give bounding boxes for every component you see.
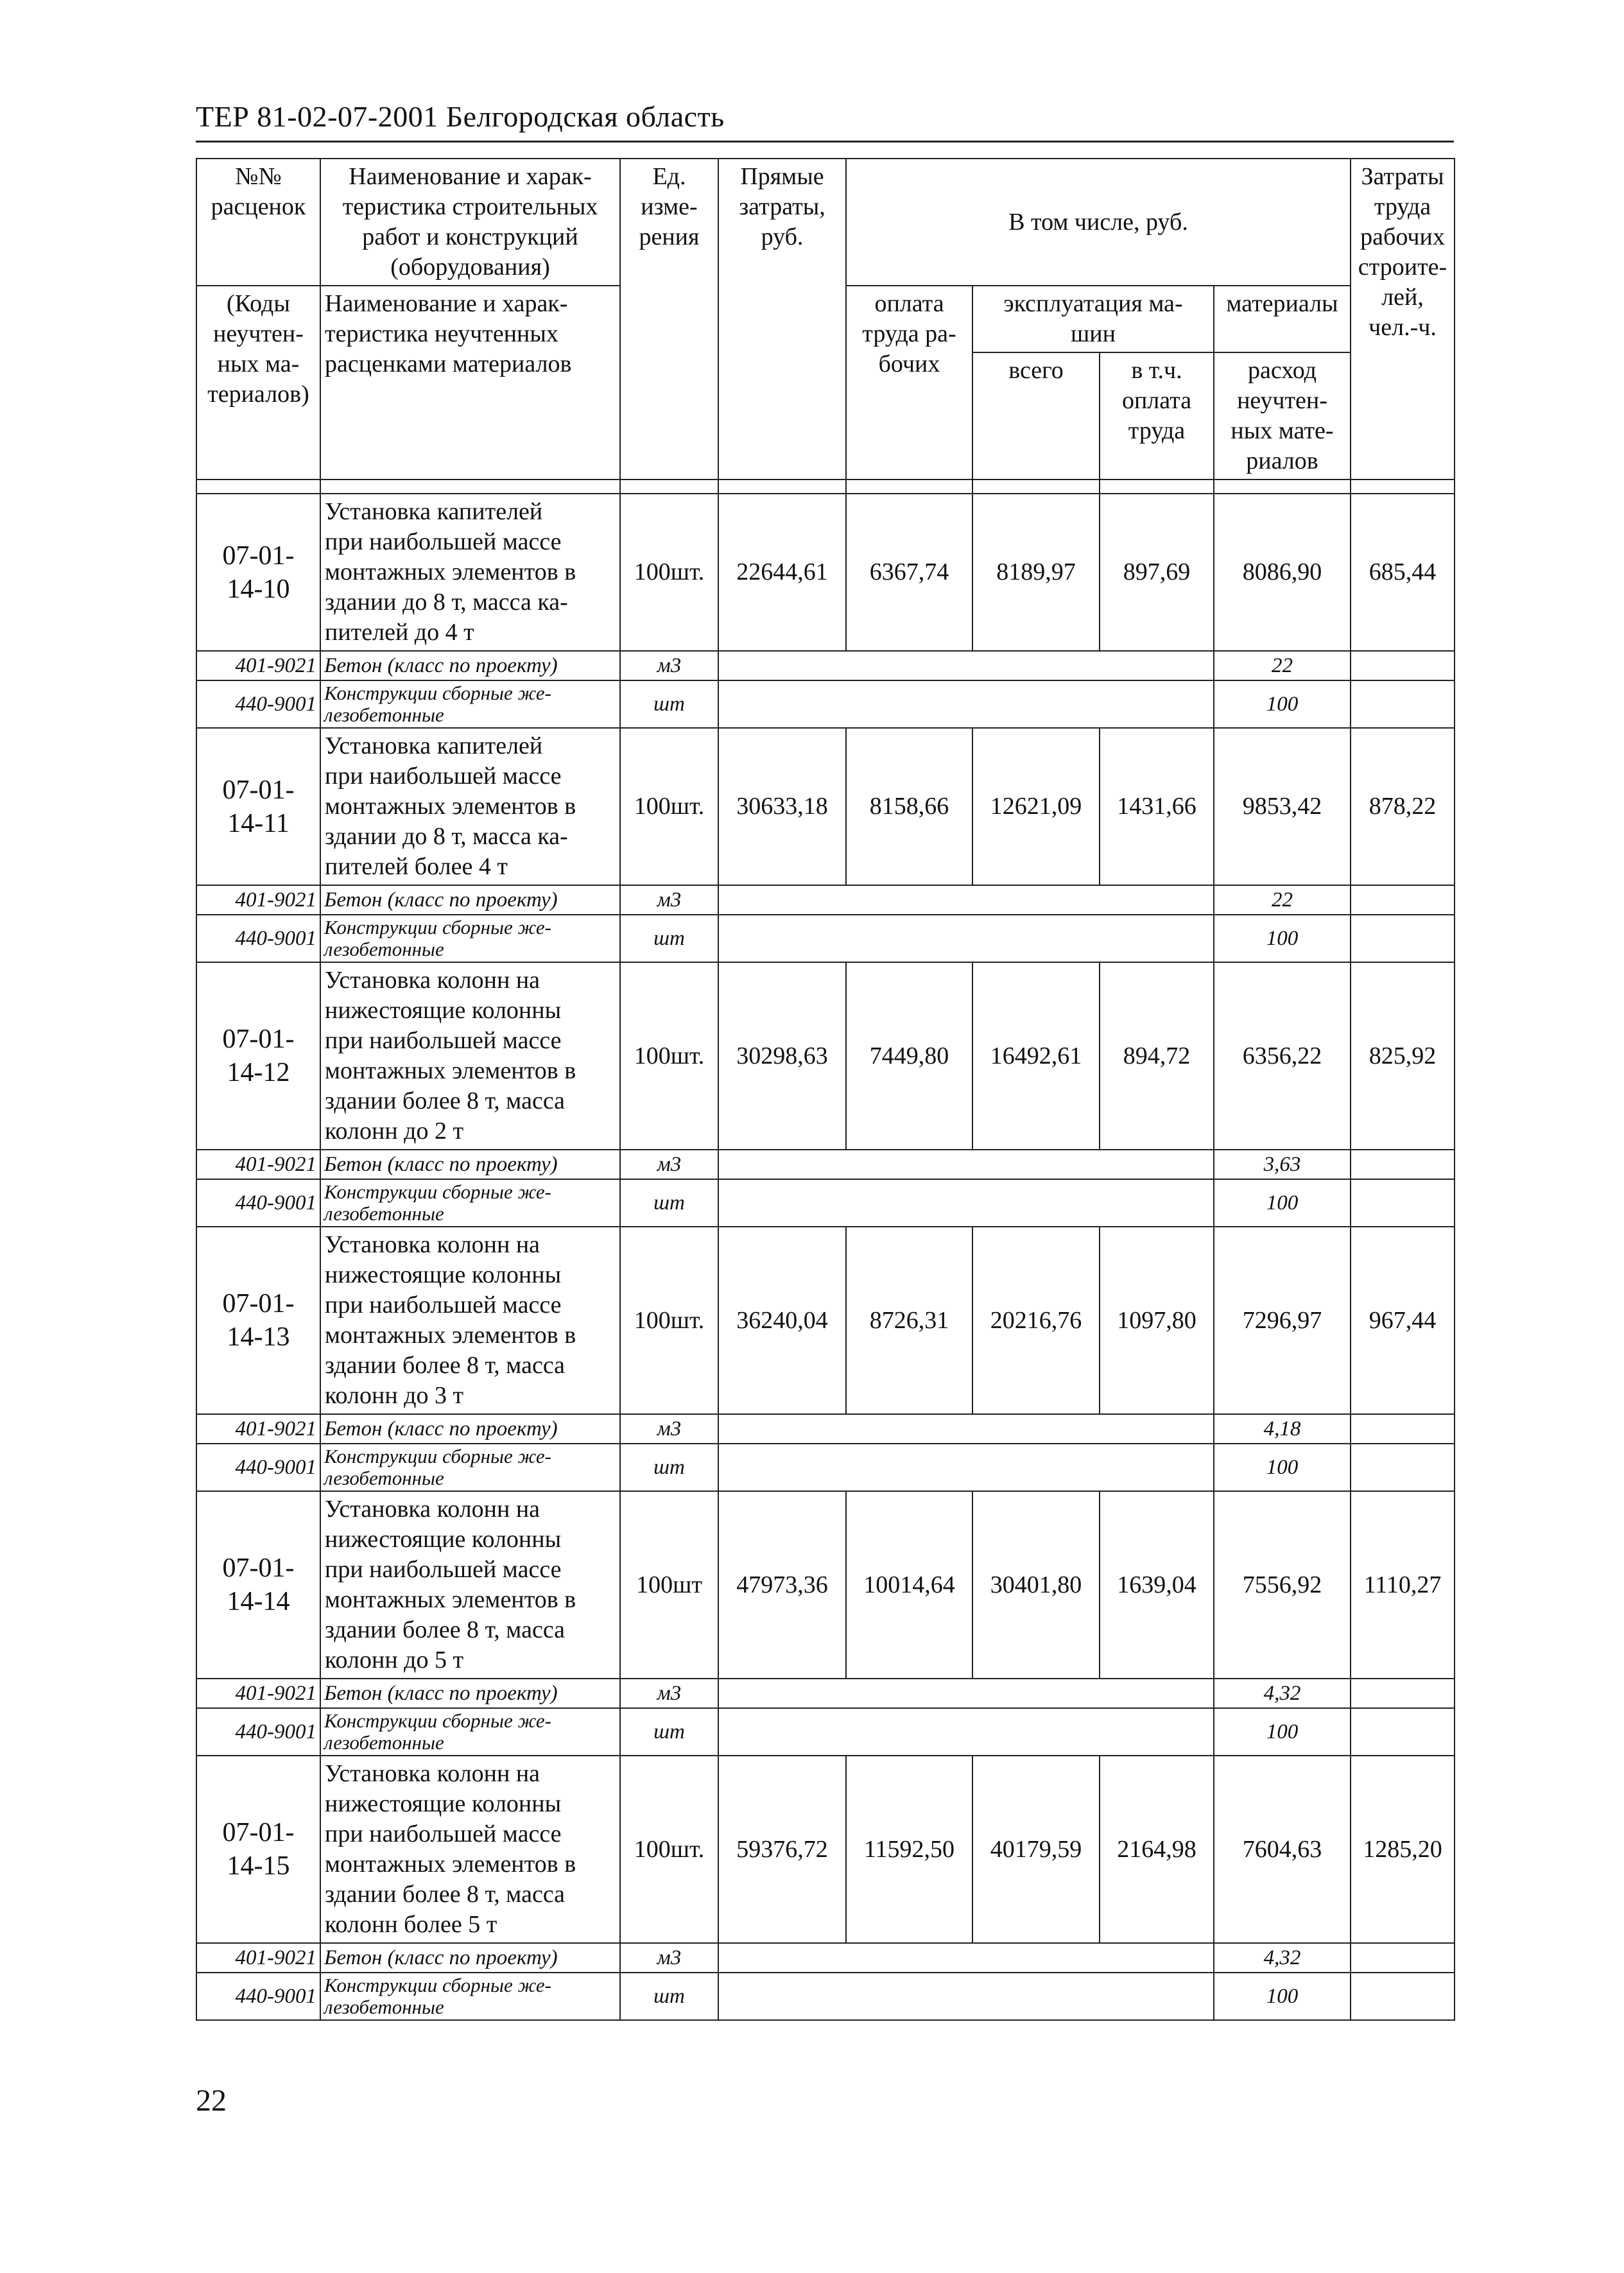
rate-row <box>196 1756 1455 1943</box>
region-name: Белгородская область <box>445 100 725 133</box>
material-blank-cell <box>1351 1179 1455 1227</box>
material-unit: шт <box>620 1179 718 1227</box>
material-name: Бетон (класс по проекту) <box>320 1679 620 1708</box>
rate-worker-hours: 825,92 <box>1351 962 1455 1150</box>
head-spacer-cell <box>1351 480 1455 494</box>
material-row <box>196 1973 1455 2020</box>
material-name: Бетон (класс по проекту) <box>320 1150 620 1179</box>
material-quantity: 22 <box>1214 651 1351 680</box>
head-spacer-cell <box>320 480 620 494</box>
rate-materials: 9853,42 <box>1214 728 1351 885</box>
material-blank-cell <box>718 651 1214 680</box>
rate-labor-pay: 10014,64 <box>846 1491 972 1679</box>
page-number: 22 <box>196 2084 227 2118</box>
material-name: Конструкции сборные же- лезобетонные <box>320 1179 620 1227</box>
material-blank-cell <box>1351 1943 1455 1973</box>
head-machines-labor: в т.ч. оплата труда <box>1100 352 1214 480</box>
material-name: Конструкции сборные же- лезобетонные <box>320 915 620 962</box>
rate-direct-costs: 59376,72 <box>718 1756 846 1943</box>
material-row <box>196 1179 1455 1227</box>
rate-unit: 100шт. <box>620 962 718 1150</box>
material-blank-cell <box>718 1444 1214 1491</box>
rate-materials: 7296,97 <box>1214 1227 1351 1414</box>
material-row <box>196 1150 1455 1179</box>
rate-machines-labor: 1097,80 <box>1100 1227 1214 1414</box>
rate-machines-labor: 1431,66 <box>1100 728 1214 885</box>
material-code: 401-9021 <box>196 885 320 915</box>
rate-labor-pay: 8726,31 <box>846 1227 972 1414</box>
material-blank-cell <box>718 1179 1214 1227</box>
material-quantity: 4,32 <box>1214 1943 1351 1973</box>
head-materials: материалы <box>1214 286 1351 352</box>
material-quantity: 100 <box>1214 1708 1351 1756</box>
material-blank-cell <box>1351 885 1455 915</box>
rate-code: 07-01- 14-15 <box>196 1756 320 1943</box>
rate-name: Установка колонн на нижестоящие колонны при наибольшей массе монтажных элементов в здании более 8 т, масса колонн более 5 т <box>320 1756 620 1943</box>
rate-labor-pay: 8158,66 <box>846 728 972 885</box>
material-code: 401-9021 <box>196 651 320 680</box>
material-row <box>196 651 1455 680</box>
material-quantity: 22 <box>1214 885 1351 915</box>
rate-unit: 100шт. <box>620 728 718 885</box>
head-spacer-cell <box>972 480 1100 494</box>
rate-row <box>196 728 1455 885</box>
rate-unit: 100шт. <box>620 1756 718 1943</box>
rate-worker-hours: 967,44 <box>1351 1227 1455 1414</box>
head-worker-hours: Затраты труда рабочих строите- лей, чел.-ч. <box>1351 159 1455 480</box>
rate-code: 07-01- 14-12 <box>196 962 320 1150</box>
material-blank-cell <box>1351 1679 1455 1708</box>
material-quantity: 4,32 <box>1214 1679 1351 1708</box>
material-blank-cell <box>1351 1708 1455 1756</box>
material-code: 401-9021 <box>196 1679 320 1708</box>
header-rule <box>196 141 1454 143</box>
material-unit: м3 <box>620 1414 718 1444</box>
rate-materials: 6356,22 <box>1214 962 1351 1150</box>
material-name: Бетон (класс по проекту) <box>320 1414 620 1444</box>
material-unit: шт <box>620 915 718 962</box>
rate-machines-labor: 1639,04 <box>1100 1491 1214 1679</box>
material-row <box>196 1679 1455 1708</box>
rate-worker-hours: 685,44 <box>1351 494 1455 651</box>
rate-worker-hours: 1110,27 <box>1351 1491 1455 1679</box>
rate-name: Установка капителей при наибольшей массе монтажных элементов в здании до 8 т, масса ка- пителей до 4 т <box>320 494 620 651</box>
rate-machines-labor: 894,72 <box>1100 962 1214 1150</box>
material-blank-cell <box>718 1943 1214 1973</box>
material-name: Конструкции сборные же- лезобетонные <box>320 680 620 728</box>
head-machines: эксплуатация ма- шин <box>972 286 1214 352</box>
material-unit: шт <box>620 1708 718 1756</box>
rate-machines-total: 20216,76 <box>972 1227 1100 1414</box>
rate-unit: 100шт <box>620 1491 718 1679</box>
rate-unit: 100шт. <box>620 1227 718 1414</box>
material-row <box>196 915 1455 962</box>
head-spacer-cell <box>718 480 846 494</box>
material-row <box>196 1943 1455 1973</box>
rate-materials: 8086,90 <box>1214 494 1351 651</box>
material-row <box>196 1414 1455 1444</box>
rate-machines-labor: 2164,98 <box>1100 1756 1214 1943</box>
rate-direct-costs: 22644,61 <box>718 494 846 651</box>
rate-machines-total: 16492,61 <box>972 962 1100 1150</box>
rate-name: Установка колонн на нижестоящие колонны при наибольшей массе монтажных элементов в здании более 8 т, масса колонн до 3 т <box>320 1227 620 1414</box>
material-name: Бетон (класс по проекту) <box>320 1943 620 1973</box>
material-quantity: 100 <box>1214 1444 1351 1491</box>
material-unit: м3 <box>620 1679 718 1708</box>
material-blank-cell <box>1351 915 1455 962</box>
material-blank-cell <box>718 1708 1214 1756</box>
rate-machines-total: 8189,97 <box>972 494 1100 651</box>
head-direct-costs: Прямые затраты, руб. <box>718 159 846 480</box>
head-spacer-cell <box>846 480 972 494</box>
material-blank-cell <box>1351 1150 1455 1179</box>
material-unit: шт <box>620 1444 718 1491</box>
material-code: 440-9001 <box>196 915 320 962</box>
rate-machines-total: 30401,80 <box>972 1491 1100 1679</box>
material-row <box>196 1444 1455 1491</box>
material-code: 440-9001 <box>196 680 320 728</box>
head-spacer-cell <box>196 480 320 494</box>
table-head <box>196 159 1455 494</box>
material-quantity: 100 <box>1214 1973 1351 2020</box>
material-code: 440-9001 <box>196 1708 320 1756</box>
rates-table <box>196 158 1455 2021</box>
material-blank-cell <box>1351 1973 1455 2020</box>
material-blank-cell <box>1351 651 1455 680</box>
head-code-uncounted: (Коды неучтен- ных ма- териалов) <box>196 286 320 480</box>
rate-direct-costs: 47973,36 <box>718 1491 846 1679</box>
rate-materials: 7556,92 <box>1214 1491 1351 1679</box>
material-unit: м3 <box>620 885 718 915</box>
head-row-1 <box>196 159 1455 286</box>
material-name: Бетон (класс по проекту) <box>320 651 620 680</box>
material-code: 401-9021 <box>196 1150 320 1179</box>
material-blank-cell <box>718 885 1214 915</box>
material-blank-cell <box>1351 680 1455 728</box>
material-name: Конструкции сборные же- лезобетонные <box>320 1973 620 2020</box>
head-name: Наименование и харак- теристика строительных работ и конструкций (оборудования) <box>320 159 620 286</box>
material-name: Конструкции сборные же- лезобетонные <box>320 1708 620 1756</box>
material-quantity: 3,63 <box>1214 1150 1351 1179</box>
material-unit: м3 <box>620 1150 718 1179</box>
material-code: 401-9021 <box>196 1414 320 1444</box>
head-code: №№ расценок <box>196 159 320 286</box>
material-quantity: 4,18 <box>1214 1414 1351 1444</box>
material-code: 440-9001 <box>196 1444 320 1491</box>
head-including: В том числе, руб. <box>846 159 1351 286</box>
material-row <box>196 680 1455 728</box>
material-blank-cell <box>718 1679 1214 1708</box>
material-blank-cell <box>718 680 1214 728</box>
material-unit: м3 <box>620 651 718 680</box>
rate-code: 07-01- 14-11 <box>196 728 320 885</box>
head-spacer-cell <box>620 480 718 494</box>
material-blank-cell <box>718 1973 1214 2020</box>
rate-labor-pay: 7449,80 <box>846 962 972 1150</box>
material-code: 440-9001 <box>196 1179 320 1227</box>
rate-row <box>196 494 1455 651</box>
rate-machines-total: 40179,59 <box>972 1756 1100 1943</box>
head-spacer-row <box>196 480 1455 494</box>
rate-name: Установка колонн на нижестоящие колонны при наибольшей массе монтажных элементов в здании более 8 т, масса колонн до 5 т <box>320 1491 620 1679</box>
table-body <box>196 494 1455 2020</box>
head-unit: Ед. изме- рения <box>620 159 718 480</box>
head-name-uncounted: Наименование и харак- теристика неучтенных расценками материалов <box>320 286 620 480</box>
material-blank-cell <box>718 1150 1214 1179</box>
material-name: Конструкции сборные же- лезобетонные <box>320 1444 620 1491</box>
rate-materials: 7604,63 <box>1214 1756 1351 1943</box>
rate-row <box>196 1491 1455 1679</box>
head-material-consumption: расход неучтен- ных мате- риалов <box>1214 352 1351 480</box>
material-unit: шт <box>620 1973 718 2020</box>
material-unit: м3 <box>620 1943 718 1973</box>
rate-code: 07-01- 14-14 <box>196 1491 320 1679</box>
rate-code: 07-01- 14-10 <box>196 494 320 651</box>
document-code: ТЕР 81-02-07-2001 <box>196 100 438 133</box>
material-code: 401-9021 <box>196 1943 320 1973</box>
rate-worker-hours: 1285,20 <box>1351 1756 1455 1943</box>
head-spacer-cell <box>1214 480 1351 494</box>
material-row <box>196 1708 1455 1756</box>
page-header <box>196 99 1454 134</box>
rate-name: Установка капителей при наибольшей массе монтажных элементов в здании до 8 т, масса ка- пителей более 4 т <box>320 728 620 885</box>
material-blank-cell <box>1351 1444 1455 1491</box>
material-blank-cell <box>718 915 1214 962</box>
rate-unit: 100шт. <box>620 494 718 651</box>
rate-direct-costs: 30633,18 <box>718 728 846 885</box>
material-unit: шт <box>620 680 718 728</box>
material-quantity: 100 <box>1214 1179 1351 1227</box>
head-spacer-cell <box>1100 480 1214 494</box>
material-code: 440-9001 <box>196 1973 320 2020</box>
rate-worker-hours: 878,22 <box>1351 728 1455 885</box>
material-quantity: 100 <box>1214 915 1351 962</box>
head-machines-total: всего <box>972 352 1100 480</box>
rate-name: Установка колонн на нижестоящие колонны при наибольшей массе монтажных элементов в здании более 8 т, масса колонн до 2 т <box>320 962 620 1150</box>
rate-labor-pay: 11592,50 <box>846 1756 972 1943</box>
material-row <box>196 885 1455 915</box>
rate-code: 07-01- 14-13 <box>196 1227 320 1414</box>
rate-machines-labor: 897,69 <box>1100 494 1214 651</box>
material-blank-cell <box>1351 1414 1455 1444</box>
head-labor-pay: оплата труда ра- бочих <box>846 286 972 480</box>
material-name: Бетон (класс по проекту) <box>320 885 620 915</box>
rate-direct-costs: 36240,04 <box>718 1227 846 1414</box>
rate-machines-total: 12621,09 <box>972 728 1100 885</box>
material-quantity: 100 <box>1214 680 1351 728</box>
rate-row <box>196 1227 1455 1414</box>
rate-labor-pay: 6367,74 <box>846 494 972 651</box>
material-blank-cell <box>718 1414 1214 1444</box>
rate-row <box>196 962 1455 1150</box>
rate-direct-costs: 30298,63 <box>718 962 846 1150</box>
